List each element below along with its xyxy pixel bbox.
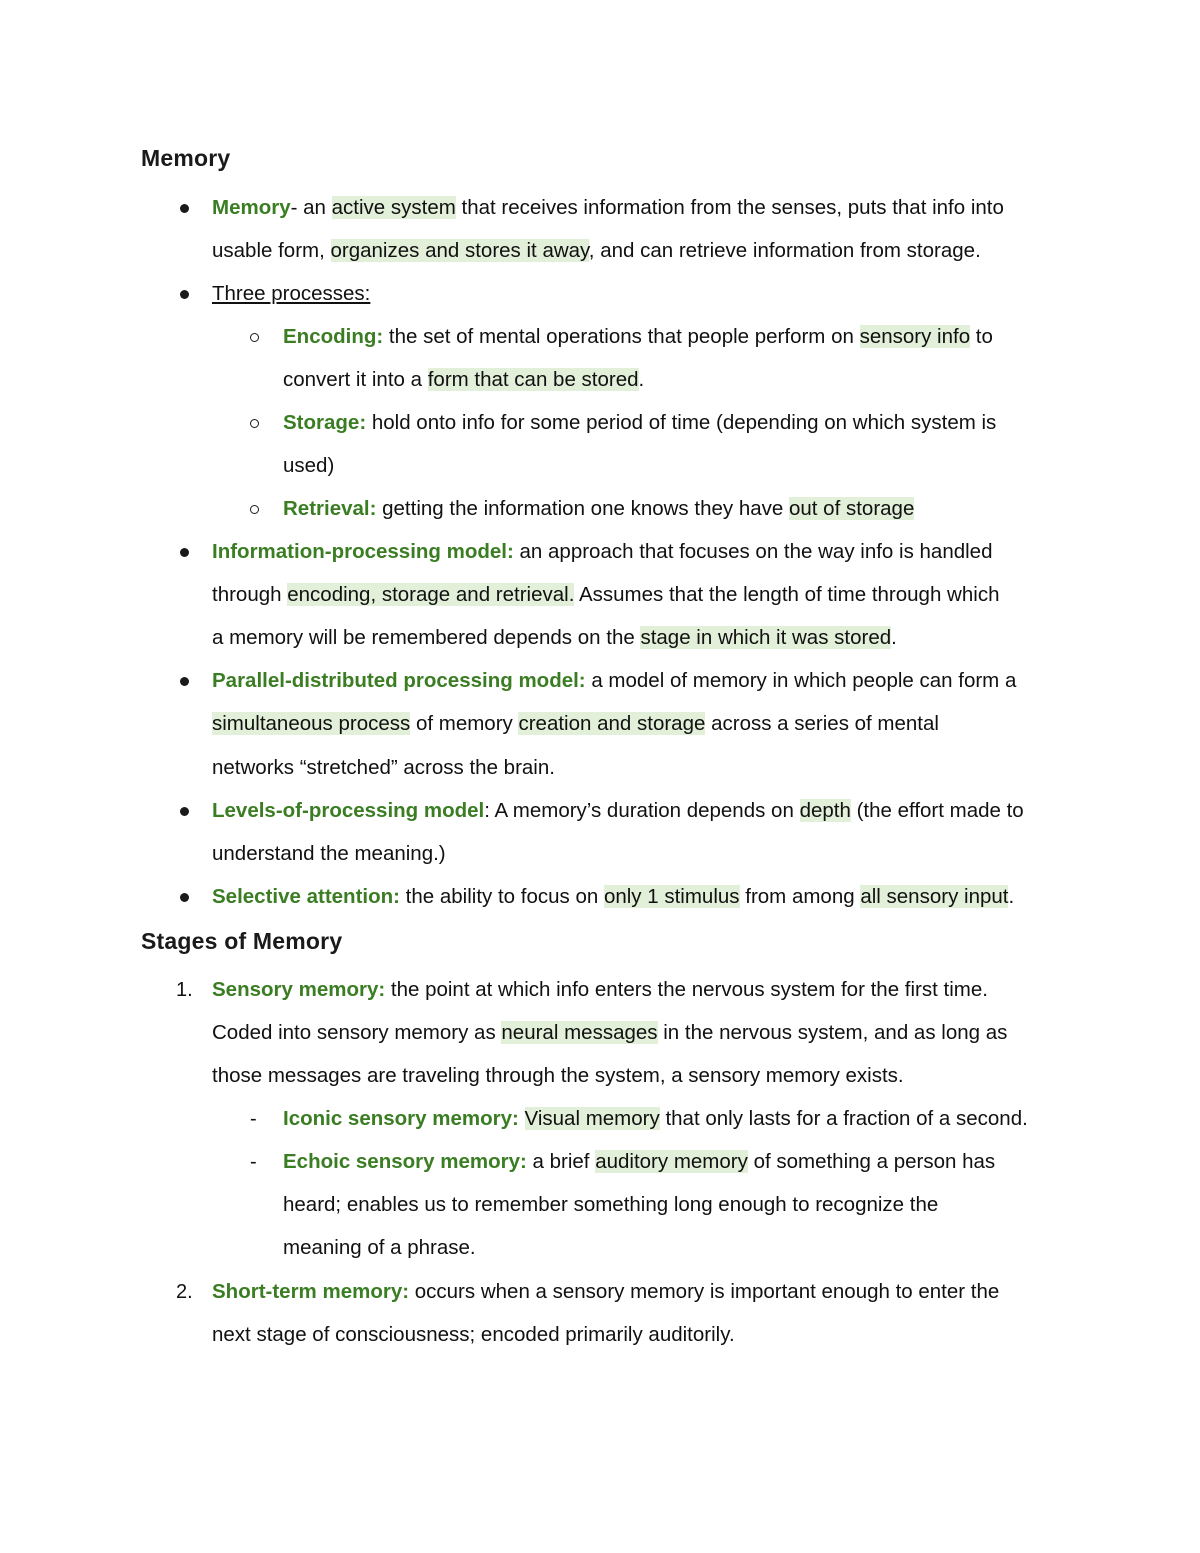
selective-attention-line: Selective attention: the ability to focus on only 1 stimulus from among all sensory input.	[212, 885, 1015, 908]
bullet-icon	[180, 548, 189, 557]
bullet-icon	[180, 677, 189, 686]
circle-bullet-icon	[250, 419, 259, 428]
memory-definition-line-1: Memory- an active system that receives information from the senses, puts that info into	[212, 196, 1004, 219]
iconic-memory-line: Iconic sensory memory: Visual memory that only lasts for a fraction of a second.	[283, 1107, 1028, 1130]
sensory-memory-line-3: those messages are traveling through the system, a sensory memory exists.	[212, 1064, 904, 1087]
bullet-icon	[180, 290, 189, 299]
section-heading-memory: Memory	[141, 145, 231, 171]
ipm-line-1: Information-processing model: an approach that focuses on the way info is handled	[212, 540, 993, 563]
ipm-line-2: through encoding, storage and retrieval. Assumes that the length of time through which	[212, 583, 1000, 606]
section-heading-stages: Stages of Memory	[141, 928, 343, 954]
bullet-icon	[180, 807, 189, 816]
short-term-memory-line-2: next stage of consciousness; encoded primarily auditorily.	[212, 1323, 735, 1346]
sensory-memory-line-2: Coded into sensory memory as neural messages in the nervous system, and as long as	[212, 1021, 1008, 1044]
bullet-icon	[180, 204, 189, 213]
bullet-icon	[180, 893, 189, 902]
retrieval-line: Retrieval: getting the information one knows they have out of storage	[283, 497, 915, 520]
pdp-line-1: Parallel-distributed processing model: a model of memory in which people can form a	[212, 669, 1017, 692]
encoding-line-1: Encoding: the set of mental operations that people perform on sensory info to	[283, 325, 993, 348]
lop-line-2: understand the meaning.)	[212, 842, 446, 865]
pdp-line-3: networks “stretched” across the brain.	[212, 756, 555, 779]
three-processes-label: Three processes:	[212, 282, 371, 305]
echoic-memory-line-2: heard; enables us to remember something long enough to recognize the	[283, 1193, 939, 1216]
ipm-line-3: a memory will be remembered depends on the stage in which it was stored.	[212, 626, 897, 649]
memory-definition-line-2: usable form, organizes and stores it away, and can retrieve information from storage.	[212, 239, 981, 262]
storage-line-1: Storage: hold onto info for some period of time (depending on which system is	[283, 411, 997, 434]
echoic-memory-line-1: Echoic sensory memory: a brief auditory memory of something a person has	[283, 1150, 996, 1173]
storage-line-2: used)	[283, 454, 335, 477]
lop-line-1: Levels-of-processing model: A memory’s duration depends on depth (the effort made to	[212, 799, 1024, 822]
short-term-memory-line-1: Short-term memory: occurs when a sensory memory is important enough to enter the	[212, 1280, 1000, 1303]
encoding-line-2: convert it into a form that can be stored.	[283, 368, 645, 391]
circle-bullet-icon	[250, 333, 259, 342]
circle-bullet-icon	[250, 505, 259, 514]
pdp-line-2: simultaneous process of memory creation and storage across a series of mental	[212, 712, 939, 735]
list-number: 1.	[176, 979, 193, 1001]
dash-marker: -	[250, 1108, 257, 1130]
sensory-memory-line-1: Sensory memory: the point at which info enters the nervous system for the first time.	[212, 978, 988, 1001]
echoic-memory-line-3: meaning of a phrase.	[283, 1236, 476, 1259]
list-number: 2.	[176, 1281, 193, 1303]
dash-marker: -	[250, 1151, 257, 1173]
